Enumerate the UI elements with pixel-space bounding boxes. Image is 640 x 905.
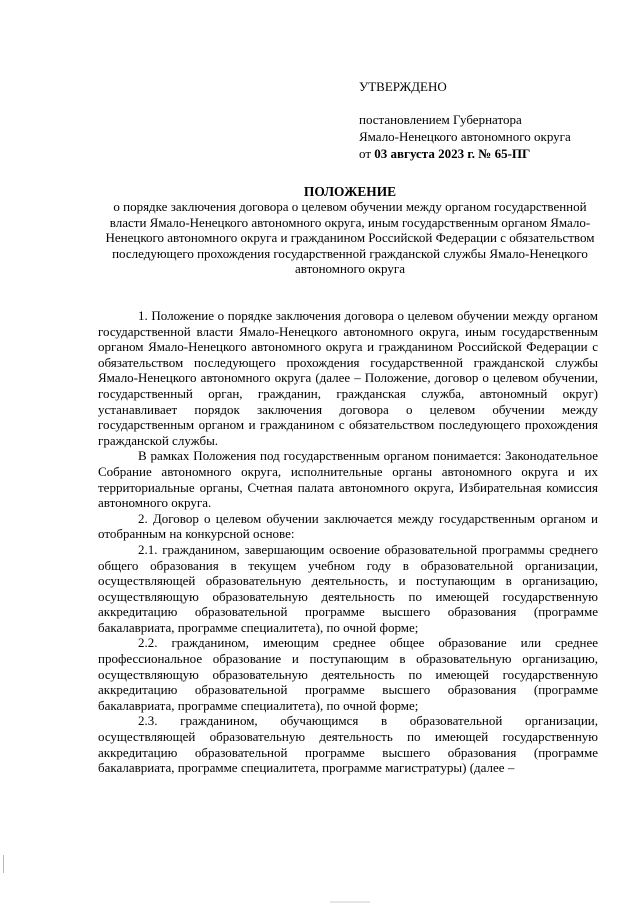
paragraph-4: 2.1. гражданином, завершающим освоение образовательной программы среднего общего образования в текущем учебном году в образовательной организации, осуществляющей образовательную деятельность, и поступающим в организацию, осуществляющую образовательную деятельность по имеющей государственную аккредитацию образовательной программе высшего образования (программе бакалавриата, программе специалитета), по очной форме; — [98, 541, 598, 635]
approval-date: 03 августа 2023 г. № 65-ПГ — [374, 146, 531, 161]
scan-footer-mark — [330, 901, 370, 903]
approval-date-line — [359, 145, 629, 162]
paragraph-5: 2.2. гражданином, имеющим среднее общее образование или среднее профессиональное образование и поступающим в образовательную организацию, осуществляющую образовательную деятельность по имеющей государственную аккредитацию образовательной программе высшего образования (программе бакалавриата, программе специалитета), по очной форме; — [98, 635, 598, 713]
approval-date-prefix: от — [359, 146, 372, 161]
document-title: ПОЛОЖЕНИЕ — [303, 184, 397, 199]
approval-line-2: Ямало-Ненецкого автономного округа — [359, 129, 571, 144]
paragraph-3: 2. Договор о целевом обучении заключается между государственным органом и отобранным на конкурсной основе: — [98, 510, 598, 542]
paragraph-6: 2.3. гражданином, обучающимся в образовательной организации, осуществляющей образовательную деятельность по имеющей государственную аккредитацию образовательной программе высшего образования (программе бакалавриата, программе специалитета, программе магистратуры) (далее – — [98, 713, 598, 776]
paragraph-1: 1. Положение о порядке заключения договора о целевом обучении между органом государственной власти Ямало-Ненецкого автономного округа, иным государственным органом Ямало-Ненецкого автономного округа и гражданином Российской Федерации с обязательством последующего прохождения государственной гражданской службы Ямало-Ненецкого автономного округа (далее – Положение, договор о целевом обучении, государственный орган, гражданин, гражданская служба, автономный округ) устанавливает порядок заключения договора о целевом обучении между государственным органом и гражданином с обязательством последующего прохождения гражданской службы. — [98, 308, 598, 448]
document-subtitle: о порядке заключения договора о целевом обучении между органом государственной власти Ямало-Ненецкого автономного округа, иным государственным органом Ямало-Ненецкого автономного округа и гражданином Российской Федерации с обязательством последующего прохождения государственной гражданской службы Ямало-Ненецкого автономного округа — [105, 199, 595, 277]
scan-edge-mark — [3, 855, 4, 873]
approval-line-1: постановлением Губернатора — [359, 112, 522, 127]
paragraph-2: В рамках Положения под государственным органом понимается: Законодательное Собрание автономного округа, исполнительные органы автономного округа и их территориальные органы, Счетная палата автономного округа, Избирательная комиссия автономного округа. — [98, 448, 598, 511]
approval-stamp: УТВЕРЖДЕНО — [359, 79, 447, 94]
document-body — [98, 308, 598, 776]
approval-block — [359, 78, 629, 162]
